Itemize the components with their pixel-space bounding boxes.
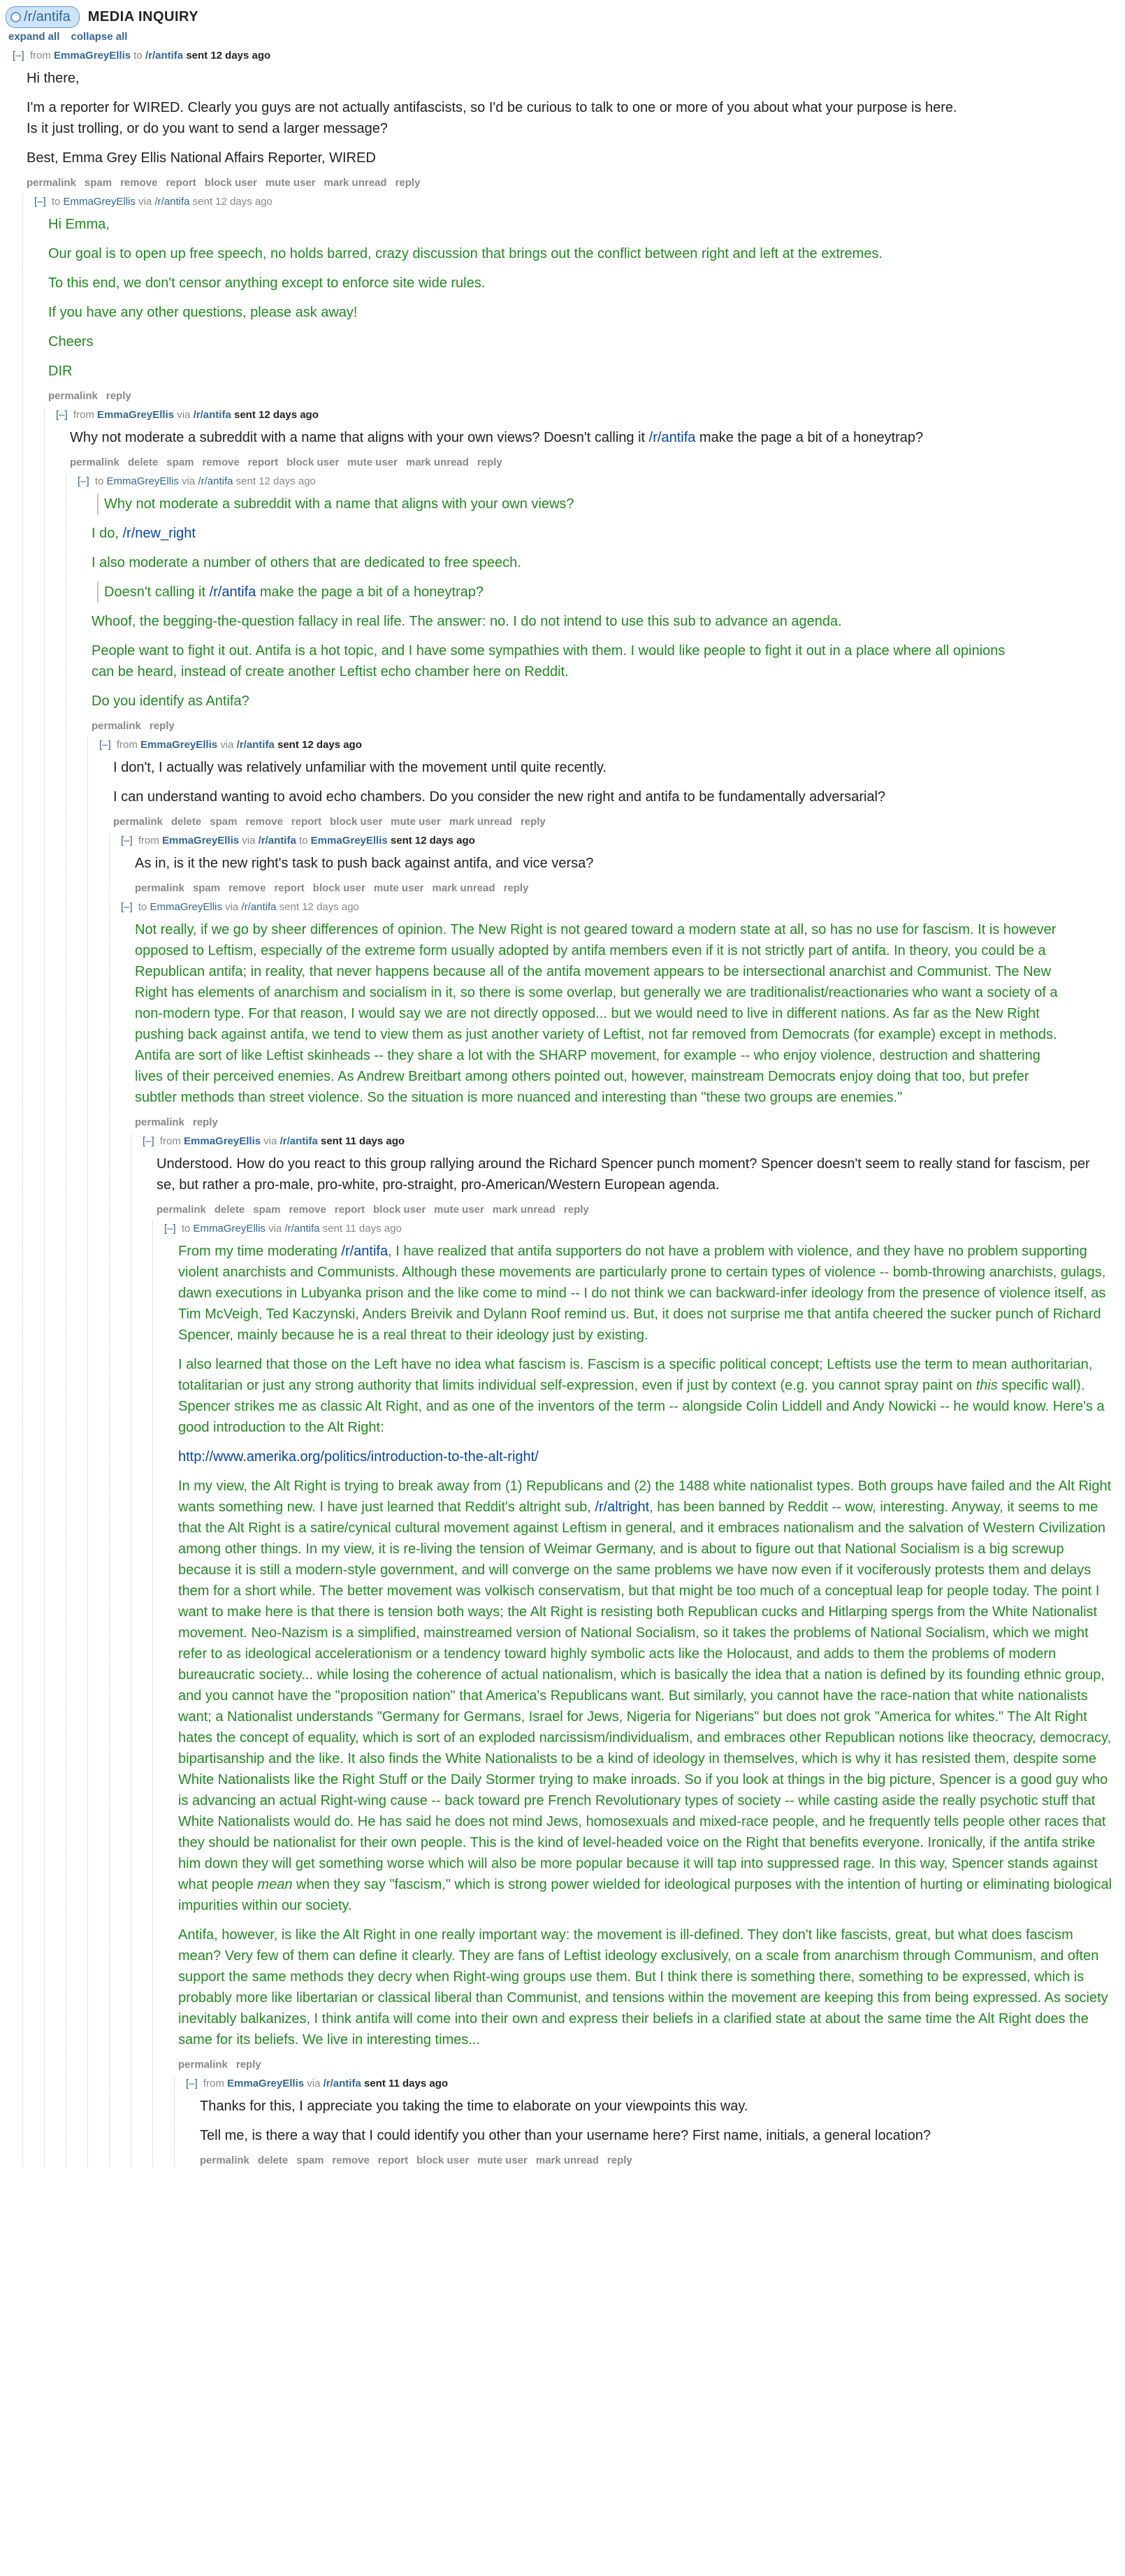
- author-link[interactable]: EmmaGreyEllis: [140, 739, 218, 751]
- collapse-toggle[interactable]: [–]: [121, 901, 133, 913]
- message-tagline: [186, 2076, 1118, 2092]
- expand-all-link[interactable]: expand all: [8, 31, 60, 43]
- message-actions: [78, 720, 1118, 732]
- paragraph: Antifa, however, is like the Alt Right in one really important way: the movement is ill-defined. They don't like fascists, great, but what does fascism mean? Very few of them can define it clearly. They are fans of Leftist ideology exclusively, on a scale from anarchism through Communism, and often support the same methods they decry when Right-wing groups use them. But I think there is something there, something to be expressed, which is probably more like libertarian or classical liberal than Communist, and tensions within the movement are keeping this from being expressed. As society inevitably balkanizes, I think antifa will come into their own and express their beliefs in a clarified state at about the same time the Alt Right does the same for its beliefs. We live in interesting times...: [178, 1927, 1108, 2048]
- sent-label: sent: [279, 901, 299, 913]
- reply-button[interactable]: reply: [607, 2154, 632, 2166]
- collapse-toggle[interactable]: [–]: [186, 2078, 198, 2089]
- spam-button[interactable]: spam: [192, 882, 221, 894]
- sent-time: 11 days ago: [345, 1135, 405, 1147]
- via-label: via: [307, 2078, 321, 2089]
- remove-button[interactable]: remove: [228, 882, 266, 894]
- text: , has been banned by Reddit -- wow, interesting. Anyway, it seems to me that the Alt Right is a satire/cynical cultural movement against Leftism in general, and it embraces nationalism and the salvation of Western Civilization among other things. In my view, it is re-living the tension of Weimar Germany, and is about to figure out that National Socialism is a big screwup because it is still a modern-style government, and will converge on the same problems we have now even if it vociferously protests them and delays them for a short while. The better movement was volkisch conservatism, but that might be too much of a conceptual leap for people today. The point I want to make here is that there is tension both ways; the Alt Right is resisting both Republican cucks and Hitlarping spergs from the White Nationalist movement. Neo-Nazism is a simplified, mainstreamed version of National Socialism, so it takes the problems of National Socialism, which we might refer to as ideological accelerationism or a tendency toward highly symbolic acts like the Holocaust, and adds to them the problems of modern bureaucratic society... while losing the coherence of actual nationalism, which is basically the idea that a nation is defined by its founding ethnic group, and you cannot have the "proposition nation" that America's Republicans want. But similarly, you cannot have the race-nation that white nationalists want; a Nationalist understands "Germany for Germans, Israel for Jews, Nigeria for Nigerians" but does not grok "America for whites." The Alt Right hates the concept of equality, which is sort of an exploded narcissism/individualism, and embraces other Republican notions like theocracy, democracy, bipartisanship and the like. It also finds the White Nationalists to be a kind of ideology in themselves, which is why it has resisted them, despite some White Nationalists like the Right Stuff or the Daily Stormer trying to make inroads. So if you look at things in the big picture, Spencer is a good guy who is advancing an actual Right-wing cause -- back toward pre French Revolutionary types of society -- while casting aside the really psychotic stuff that White Nationalists would do. He has said he does not mind Jews, homosexuals and mixed-race people, and he frequently tells people other races that they should be nationalist for their own people. This is the kind of level-headed voice on the Right that benefits everyone. Ironically, if the antifa strike him down they will get something worse which will also be more popular because it will tap into suppressed rage. In this way, Spencer stands against what people: [178, 1499, 1112, 1892]
- text: I do,: [92, 526, 123, 541]
- from-label: from: [73, 409, 94, 421]
- message-body: [13, 68, 963, 168]
- subreddit-link[interactable]: /r/antifa: [236, 739, 275, 751]
- mark-unread-button[interactable]: mark unread: [492, 1204, 556, 1216]
- subreddit-pill[interactable]: [6, 6, 80, 28]
- paragraph: If you have any other questions, please ask away!: [48, 305, 358, 320]
- mark-unread-button[interactable]: mark unread: [405, 456, 469, 468]
- paragraph: [92, 523, 1028, 544]
- message-tagline: [34, 194, 1118, 210]
- text: specific wall). Spencer strikes me as classic Alt Right, and as one of the inventors of the term -- alongside Colin Liddell and Andy Nowicki -- he would know. Here's a good introduction to the Alt Right:: [178, 1378, 1105, 1435]
- message: [174, 2076, 1118, 2166]
- message-actions: [56, 456, 1118, 468]
- permalink-button[interactable]: permalink: [178, 2059, 228, 2071]
- mute-user-button[interactable]: mute user: [477, 2154, 528, 2166]
- mute-user-button[interactable]: mute user: [347, 456, 398, 468]
- emphasis: this: [975, 1378, 998, 1393]
- message: [44, 408, 1118, 2166]
- message-title: MEDIA INQUIRY: [87, 8, 199, 24]
- delete-button[interactable]: delete: [127, 456, 159, 468]
- message-actions: [13, 177, 1118, 189]
- text: when they say "fascism," which is strong power wielded for ideological purposes with the intention of hurting or eliminating biological impurities within our society.: [178, 1877, 1112, 1913]
- external-link[interactable]: http://www.amerika.org/politics/introduction-to-the-alt-right/: [178, 1449, 539, 1465]
- paragraph: I'm a reporter for WIRED. Clearly you guys are not actually antifascists, so I'd be curious to talk to one or more of you about what your purpose is here. Is it just trolling, or do you want to send a larger message?: [27, 100, 957, 136]
- remove-button[interactable]: remove: [332, 2154, 370, 2166]
- subreddit-icon: [10, 12, 21, 22]
- message-body: [143, 1153, 1093, 1195]
- report-button[interactable]: report: [291, 816, 322, 828]
- message-actions: [121, 882, 1118, 894]
- mute-user-button[interactable]: mute user: [434, 1204, 484, 1216]
- delete-button[interactable]: delete: [257, 2154, 289, 2166]
- permalink-button[interactable]: permalink: [135, 882, 184, 894]
- message-body: [56, 427, 1006, 448]
- from-label: from: [203, 2078, 224, 2089]
- message: [131, 1134, 1118, 2166]
- message-body: [99, 757, 1050, 807]
- message-actions: [186, 2154, 1118, 2166]
- block-user-button[interactable]: block user: [416, 2154, 470, 2166]
- block-user-button[interactable]: block user: [330, 816, 383, 828]
- report-button[interactable]: report: [166, 177, 196, 189]
- subreddit-link[interactable]: /r/antifa: [284, 1223, 320, 1235]
- from-label: from: [116, 739, 138, 751]
- report-button[interactable]: report: [247, 456, 279, 468]
- paragraph: Understood. How do you react to this group rallying around the Richard Spencer punch moment? Spencer doesn't seem to really stand for fascism, per se, but rather a pro-male, pro-white, pro-straight, pro-American/Western European agenda.: [157, 1156, 1090, 1193]
- permalink-button[interactable]: permalink: [200, 2154, 249, 2166]
- sent-time: 12 days ago: [302, 739, 362, 751]
- mark-unread-button[interactable]: mark unread: [432, 882, 495, 894]
- via-label: via: [138, 196, 152, 208]
- mute-user-button[interactable]: mute user: [373, 882, 424, 894]
- paragraph: Whoof, the begging-the-question fallacy in real life. The answer: no. I do not intend to use this sub to advance an agenda.: [92, 614, 842, 629]
- mark-unread-button[interactable]: mark unread: [324, 177, 387, 189]
- collapse-toggle[interactable]: [–]: [13, 50, 24, 62]
- quote: [97, 582, 1028, 603]
- report-button[interactable]: report: [274, 882, 305, 894]
- sent-time: 12 days ago: [259, 409, 319, 421]
- block-user-button[interactable]: block user: [286, 456, 340, 468]
- message-body: [164, 1241, 1115, 2050]
- message: [109, 900, 1118, 2166]
- message-tagline: [121, 900, 1118, 915]
- subreddit-link[interactable]: /r/antifa: [648, 430, 696, 445]
- permalink-button[interactable]: permalink: [92, 720, 141, 732]
- paragraph: Hi Emma,: [48, 217, 110, 232]
- via-label: via: [220, 739, 234, 751]
- spam-button[interactable]: spam: [210, 816, 238, 828]
- reply-button[interactable]: reply: [395, 177, 421, 189]
- permalink-button[interactable]: permalink: [157, 1204, 206, 1216]
- reply-button[interactable]: reply: [149, 720, 175, 732]
- paragraph: Thanks for this, I appreciate you taking the time to elaborate on your viewpoints this way.: [200, 2099, 748, 2114]
- remove-button[interactable]: remove: [245, 816, 283, 828]
- message-actions: [34, 390, 1118, 402]
- subreddit-link[interactable]: /r/antifa: [341, 1244, 389, 1259]
- text: From my time moderating: [178, 1244, 342, 1259]
- sent-label: sent: [233, 409, 256, 421]
- author-link[interactable]: EmmaGreyEllis: [193, 1223, 266, 1235]
- message: [22, 194, 1118, 2166]
- delete-button[interactable]: delete: [214, 1204, 245, 1216]
- from-label: from: [29, 50, 51, 62]
- block-user-button[interactable]: block user: [373, 1204, 426, 1216]
- message-body: [121, 853, 1071, 874]
- report-button[interactable]: report: [377, 2154, 409, 2166]
- via-label: via: [177, 409, 191, 421]
- subreddit-link[interactable]: /r/antifa: [193, 409, 231, 421]
- paragraph: [178, 1241, 1115, 1346]
- mute-user-button[interactable]: mute user: [265, 177, 316, 189]
- message-tagline: [164, 1221, 1118, 1237]
- sent-time: 12 days ago: [215, 196, 273, 208]
- message: [6, 48, 1118, 2166]
- sent-time: 12 days ago: [414, 835, 475, 847]
- paragraph: Hi there,: [27, 71, 80, 86]
- spam-button[interactable]: spam: [166, 456, 194, 468]
- from-label: from: [159, 1135, 181, 1147]
- paragraph: [178, 1354, 1115, 1438]
- via-label: via: [268, 1223, 282, 1235]
- quote: [97, 494, 1028, 515]
- emphasis: mean: [257, 1877, 293, 1892]
- recipient-link[interactable]: EmmaGreyEllis: [310, 835, 388, 847]
- sent-label: sent: [192, 196, 212, 208]
- subreddit-name[interactable]: /r/antifa: [24, 8, 71, 24]
- reply-button[interactable]: reply: [192, 1116, 218, 1128]
- author-link[interactable]: EmmaGreyEllis: [162, 835, 240, 847]
- paragraph: Best, Emma Grey Ellis National Affairs Reporter, WIRED: [27, 150, 376, 166]
- mute-user-button[interactable]: mute user: [391, 816, 441, 828]
- paragraph: People want to fight it out. Antifa is a hot topic, and I have some sympathies with them. I would like people to fight it out in a place where all opinions can be heard, instead of create another Leftist echo chamber here on Reddit.: [92, 643, 1006, 679]
- to-label: to: [94, 475, 104, 487]
- text: , I have realized that antifa supporters do not have a problem with violence, and they have no problem supporting violent anarchists and Communists. Although these movements are particularly prone to certain types of violence -- bomb-throwing anarchists, gulags, dawn executions in Lubyanka prison and the like come to mind -- I do not think we can backward-infer ideology from the presence of violence itself, as Tim McVeigh, Ted Kaczynski, Anders Breivik and Dylann Roof remind us. But, it does not surprise me that antifa cheered the sucker punch of Richard Spencer, mainly because he is a real threat to their ideology just by existing.: [178, 1244, 1106, 1343]
- paragraph: [70, 427, 1006, 448]
- message-tagline: [121, 833, 1118, 849]
- subreddit-link[interactable]: /r/antifa: [198, 475, 233, 487]
- paragraph: Tell me, is there a way that I could identify you other than your username here? First name, initials, a general location?: [200, 2128, 931, 2143]
- sent-label: sent: [186, 50, 208, 62]
- reply-button[interactable]: reply: [477, 456, 502, 468]
- remove-button[interactable]: remove: [289, 1204, 326, 1216]
- message-actions: [121, 1116, 1118, 1128]
- remove-button[interactable]: remove: [120, 177, 158, 189]
- remove-button[interactable]: remove: [202, 456, 240, 468]
- sent-time: 12 days ago: [302, 901, 359, 913]
- via-label: via: [182, 475, 196, 487]
- subreddit-link[interactable]: /r/altright: [595, 1499, 650, 1515]
- message-body: [121, 919, 1071, 1108]
- subreddit-link[interactable]: /r/new_right: [122, 526, 196, 541]
- message-body: [186, 2096, 1118, 2146]
- paragraph: I also moderate a number of others that are dedicated to free speech.: [92, 555, 521, 570]
- paragraph: I don't, I actually was relatively unfamiliar with the movement until quite recently.: [113, 760, 607, 775]
- text: Doesn't calling it: [104, 584, 210, 600]
- paragraph: Cheers: [48, 334, 94, 350]
- subreddit-link[interactable]: /r/antifa: [258, 835, 296, 847]
- via-label: via: [242, 835, 256, 847]
- subreddit-link[interactable]: /r/antifa: [280, 1135, 318, 1147]
- message-tagline: [99, 737, 1118, 753]
- header: [6, 4, 1118, 29]
- message-body: [78, 494, 1028, 712]
- author-link[interactable]: EmmaGreyEllis: [227, 2078, 305, 2089]
- permalink-button[interactable]: permalink: [27, 177, 76, 189]
- message-tagline: [56, 408, 1118, 423]
- reply-button[interactable]: reply: [235, 2059, 261, 2071]
- spam-button[interactable]: spam: [253, 1204, 281, 1216]
- via-label: via: [263, 1135, 277, 1147]
- paragraph: [178, 1446, 1115, 1467]
- collapse-toggle[interactable]: [–]: [121, 835, 133, 847]
- reply-button[interactable]: reply: [563, 1204, 589, 1216]
- message-tagline: [143, 1134, 1118, 1149]
- reply-button[interactable]: reply: [106, 390, 131, 402]
- text: make the page a bit of a honeytrap?: [695, 430, 924, 445]
- permalink-button[interactable]: permalink: [135, 1116, 184, 1128]
- spam-button[interactable]: spam: [84, 177, 112, 189]
- message: [152, 1221, 1118, 2166]
- delete-button[interactable]: delete: [170, 816, 202, 828]
- from-label: from: [138, 835, 159, 847]
- to-label: to: [298, 835, 308, 847]
- paragraph: To this end, we don't censor anything except to enforce site wide rules.: [48, 275, 486, 291]
- permalink-button[interactable]: permalink: [48, 390, 98, 402]
- reply-button[interactable]: reply: [520, 816, 546, 828]
- collapse-toggle[interactable]: [–]: [143, 1135, 154, 1147]
- text: I also learned that those on the Left have no idea what fascism is. Fascism is a specific political concept; Leftists use the term to mean authoritarian, totalitarian or just any strong authority that limits individual self-expression, even if just by context (e.g. you cannot spray paint on: [178, 1357, 1093, 1393]
- message: [66, 474, 1118, 2166]
- subreddit-link[interactable]: /r/antifa: [145, 50, 184, 62]
- expand-controls: [8, 31, 1118, 43]
- permalink-button[interactable]: permalink: [113, 816, 163, 828]
- sent-time: 12 days ago: [259, 475, 316, 487]
- sent-time: 11 days ago: [345, 1223, 402, 1235]
- paragraph: Our goal is to open up free speech, no holds barred, crazy discussion that brings out the conflict between right and left at the extremes.: [48, 246, 883, 261]
- text: make the page a bit of a honeytrap?: [256, 584, 484, 600]
- quote-text: [104, 582, 1028, 603]
- collapse-toggle[interactable]: [–]: [56, 409, 68, 421]
- text: Why not moderate a subreddit with a name that aligns with your own views? Doesn't calling it: [70, 430, 649, 445]
- message-body: [34, 214, 985, 382]
- subreddit-link[interactable]: /r/antifa: [154, 196, 190, 208]
- author-link[interactable]: EmmaGreyEllis: [184, 1135, 261, 1147]
- report-button[interactable]: report: [334, 1204, 365, 1216]
- collapse-all-link[interactable]: collapse all: [71, 31, 128, 43]
- to-label: to: [51, 196, 61, 208]
- sent-label: sent: [390, 835, 412, 847]
- sent-label: sent: [235, 475, 256, 487]
- text: In my view, the Alt Right is trying to break away from (1) Republicans and (2) the 1488 white nationalist types. Both groups have failed and the Alt Right wants something new. I have just learned that Reddit's altright sub,: [178, 1478, 1112, 1515]
- sent-label: sent: [277, 739, 299, 751]
- sent-time: 11 days ago: [389, 2078, 449, 2089]
- subreddit-link[interactable]: /r/antifa: [209, 584, 256, 600]
- collapse-toggle[interactable]: [–]: [78, 475, 89, 487]
- subreddit-link[interactable]: /r/antifa: [241, 901, 277, 913]
- paragraph: [178, 1476, 1115, 1916]
- message-tagline: [78, 474, 1118, 489]
- sent-label: sent: [322, 1223, 342, 1235]
- message-tagline: [13, 48, 1118, 64]
- sent-label: sent: [363, 2078, 386, 2089]
- message-actions: [164, 2059, 1118, 2071]
- paragraph: I can understand wanting to avoid echo chambers. Do you consider the new right and antifa to be fundamentally adversarial?: [113, 789, 886, 805]
- permalink-button[interactable]: permalink: [70, 456, 119, 468]
- collapse-toggle[interactable]: [–]: [34, 196, 46, 208]
- paragraph: Not really, if we go by sheer differences of opinion. The New Right is not geared toward a modern state at all, so has no use for fascism. It is however opposed to Leftism, especially of the extreme form usually adopted by antifa members even if it is not strictly part of antifa. In theory, you could be a Republican antifa; in reality, that never happens because all of the antifa movement appears to be intersectional anarchist and Communist. The New Right has elements of anarchism and socialism in it, so there is some overlap, but generally we are traditionalist/reactionaries who want a society of a non-modern type. For that reason, I would say we are not directly opposed... but we would need to live in different nations. As far as the New Right pushing back against antifa, we tend to view them as just another variety of Leftist, not far removed from Democrats (for example) except in methods. Antifa are sort of like Leftist skinheads -- they share a lot with the SHARP movement, for example -- who enjoy violence, destruction and shattering lives of their perceived enemies. As Andrew Breitbart among others pointed out, however, mainstream Democrats enjoy doing that too, but prefer subtler methods than street violence. So the situation is more nuanced and interesting than "these two groups are enemies.": [135, 922, 1058, 1105]
- message: [87, 737, 1118, 2166]
- sent-time: 12 days ago: [210, 50, 271, 62]
- message: [109, 833, 1118, 894]
- via-label: via: [225, 901, 239, 913]
- paragraph: DIR: [48, 364, 73, 379]
- spam-button[interactable]: spam: [296, 2154, 324, 2166]
- author-link[interactable]: EmmaGreyEllis: [150, 901, 222, 913]
- paragraph: As in, is it the new right's task to push back against antifa, and vice versa?: [135, 856, 594, 871]
- quote-text: Why not moderate a subreddit with a name that aligns with your own views?: [104, 496, 574, 512]
- collapse-toggle[interactable]: [–]: [164, 1223, 176, 1235]
- to-label: to: [133, 50, 143, 62]
- subreddit-link[interactable]: /r/antifa: [323, 2078, 361, 2089]
- message-actions: [143, 1204, 1118, 1216]
- mark-unread-button[interactable]: mark unread: [535, 2154, 599, 2166]
- to-label: to: [138, 901, 147, 913]
- block-user-button[interactable]: block user: [312, 882, 365, 894]
- block-user-button[interactable]: block user: [204, 177, 257, 189]
- mark-unread-button[interactable]: mark unread: [449, 816, 512, 828]
- reply-button[interactable]: reply: [503, 882, 529, 894]
- message-actions: [99, 816, 1118, 828]
- author-link[interactable]: EmmaGreyEllis: [54, 50, 131, 62]
- paragraph: Do you identify as Antifa?: [92, 693, 249, 709]
- sent-label: sent: [320, 1135, 342, 1147]
- collapse-toggle[interactable]: [–]: [99, 739, 111, 751]
- author-link[interactable]: EmmaGreyEllis: [63, 196, 136, 208]
- to-label: to: [181, 1223, 191, 1235]
- author-link[interactable]: EmmaGreyEllis: [106, 475, 179, 487]
- author-link[interactable]: EmmaGreyEllis: [97, 409, 175, 421]
